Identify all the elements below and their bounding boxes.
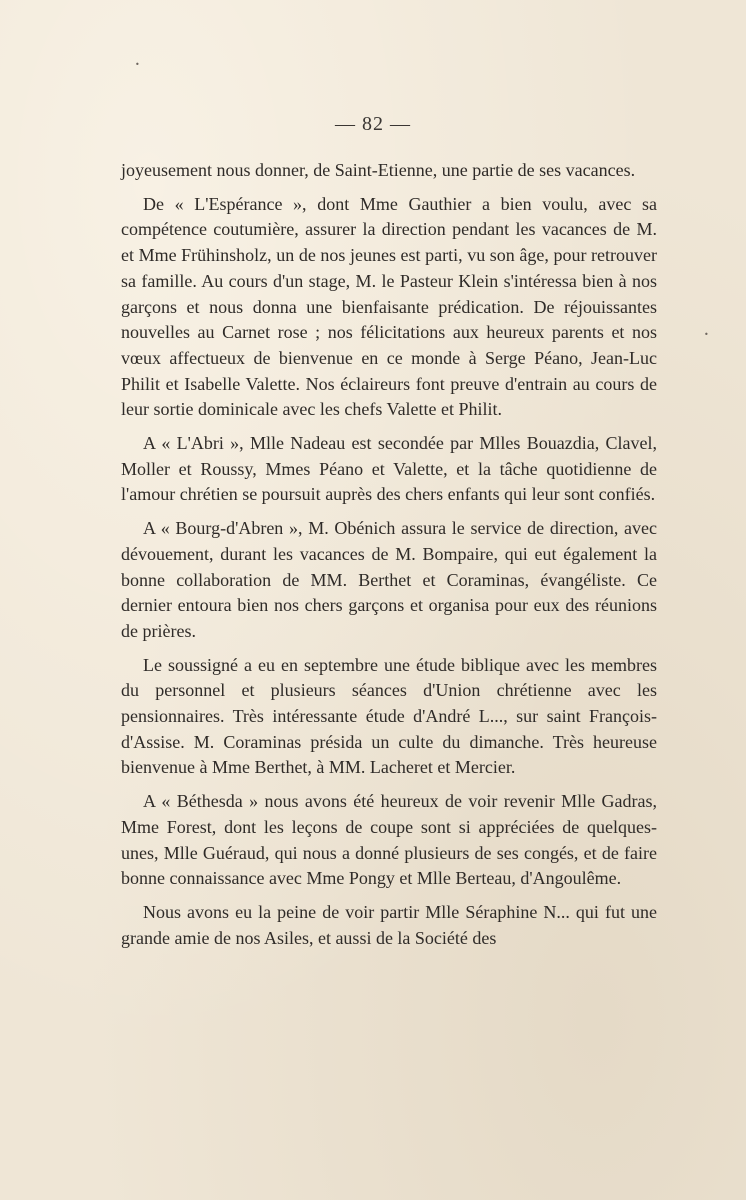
paragraph-7: Nous avons eu la peine de voir partir Mlle Séraphine N... qui fut une grande amie de nos Asiles, et aussi de la Société des: [121, 901, 657, 948]
paragraph-2: De « L'Espérance », dont Mme Gauthier a bien voulu, avec sa compétence coutumière, assurer la direction pendant les vacances de M. et Mme Frühinsholz, un de nos jeunes est parti, vu son âge, pour retrouver sa famille. Au cours d'un stage, M. le Pasteur Klein s'intéressa bien à nos garçons et nous donna une bienfaisante prédication. De réjouissantes nouvelles au Carnet rose ; nos félicitations aux heureux parents et nos vœux affectueux de bienvenue en ce monde à Serge Péano, Jean-Luc Philit et Isabelle Valette. Nos éclaireurs font preuve d'entrain au cours de leur sortie dominicale avec les chefs Valette et Philit.: [121, 193, 657, 420]
paper-speck: •: [704, 330, 709, 339]
paper-speck: •: [135, 60, 140, 69]
paragraph-1: joyeusement nous donner, de Saint-Etienne, une partie de ses vacances.: [121, 160, 636, 180]
page-number: — 82 —: [335, 113, 411, 135]
paragraph-3: A « L'Abri », Mlle Nadeau est secondée par Mlles Bouazdia, Clavel, Moller et Roussy, Mmes Péano et Valette, et la tâche quotidienne de l'amour chrétien se poursuit auprès des chers enfants qui leur sont confiés.: [121, 433, 657, 505]
paragraph-6: A « Béthesda » nous avons été heureux de voir revenir Mlle Gadras, Mme Forest, dont les leçons de coupe sont si appréciées de quelques-unes, Mlle Guéraud, qui nous a donné plusieurs de ses congés, et de faire bonne connaissance avec Mme Pongy et Mlle Berteau, d'Angoulême.: [121, 791, 657, 889]
paragraph-5: Le soussigné a eu en septembre une étude biblique avec les membres du personnel et plusieurs séances d'Union chrétienne avec les pensionnaires. Très intéressante étude d'André L..., sur saint François-d'Assise. M. Coraminas présida un culte du dimanche. Très heureuse bienvenue à Mme Berthet, à MM. Lacheret et Mercier.: [121, 654, 657, 778]
paragraph-4: A « Bourg-d'Abren », M. Obénich assura le service de direction, avec dévouement, durant les vacances de M. Bompaire, qui eut également la bonne collaboration de MM. Berthet et Coraminas, évangéliste. Ce dernier entoura bien nos chers garçons et organisa pour eux des réunions de prières.: [121, 518, 657, 641]
body-text: [121, 158, 657, 959]
